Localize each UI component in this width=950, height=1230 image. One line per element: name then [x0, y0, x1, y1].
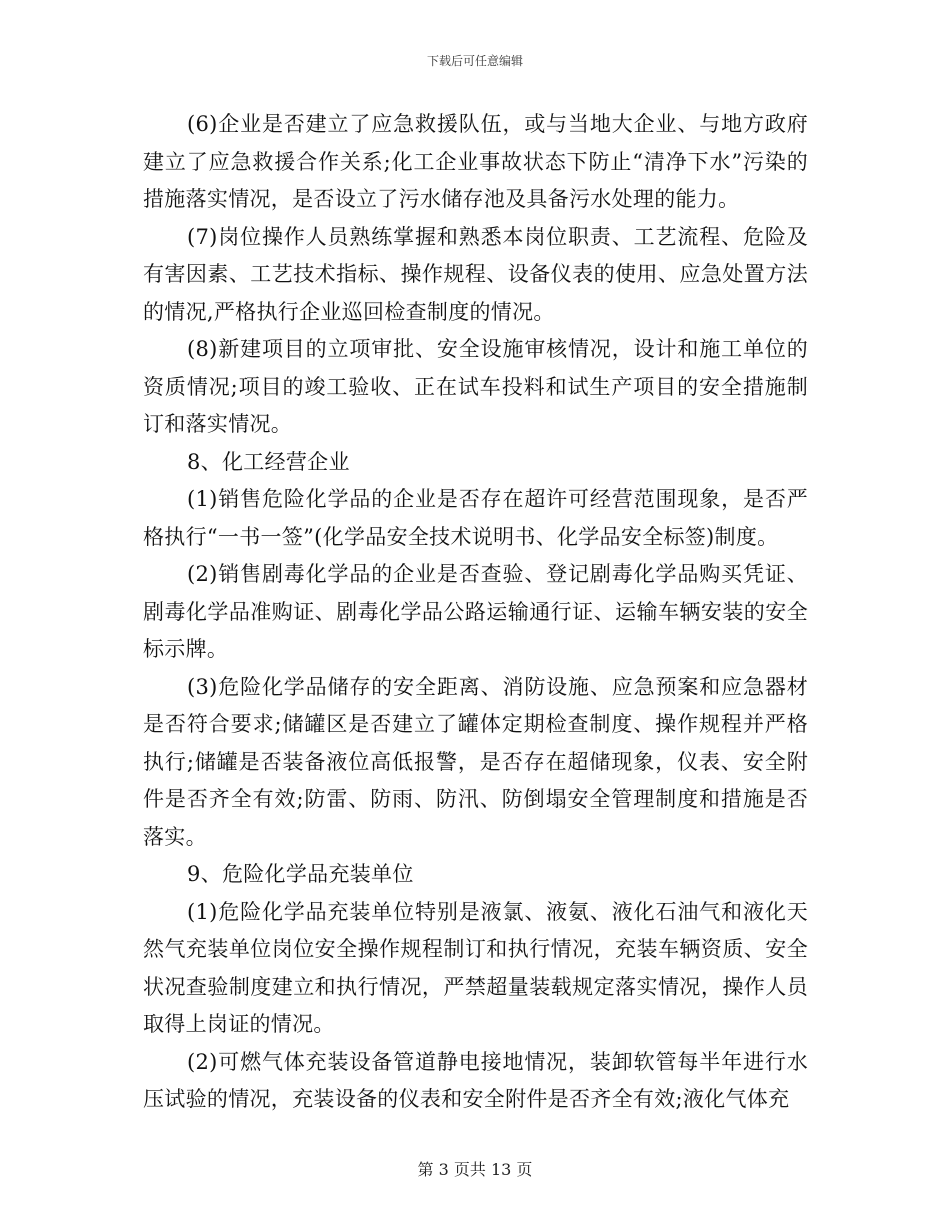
paragraph-8-3: (3)危险化学品储存的安全距离、消防设施、应急预案和应急器材是否符合要求;储罐区是否建立了罐体定期检查制度、操作规程并严格执行;储罐是否装备液位高低报警，是否存在超储现象，仪表、安全附件是否齐全有效;防雷、防雨、防汛、防倒塌安全管理制度和措施是否落实。	[143, 674, 808, 849]
section-heading-9: 9、危险化学品充装单位	[187, 862, 414, 886]
section-heading-8: 8、化工经营企业	[187, 449, 350, 474]
paragraph-9-2: (2)可燃气体充装设备管道静电接地情况，装卸软管每半年进行水压试验的情况，充装设备的仪表和安全附件是否齐全有效;液化气体充	[143, 1049, 808, 1111]
paragraph-8: (8)新建项目的立项审批、安全设施审核情况，设计和施工单位的资质情况;项目的竣工验收、正在试车投料和试生产项目的安全措施制订和落实情况。	[143, 337, 808, 436]
document-body	[143, 106, 808, 1119]
page-header: 下载后可任意编辑	[426, 54, 523, 68]
paragraph-6: (6)企业是否建立了应急救援队伍，或与当地大企业、与地方政府建立了应急救援合作关系;化工企业事故状态下防止“清净下水”污染的措施落实情况，是否设立了污水储存池及具备污水处理的能力。	[143, 112, 808, 211]
paragraph-9-1: (1)危险化学品充装单位特别是液氯、液氨、液化石油气和液化天然气充装单位岗位安全操作规程制订和执行情况，充装车辆资质、安全状况查验制度建立和执行情况，严禁超量装载规定落实情况，操作人员取得上岗证的情况。	[143, 899, 808, 1036]
page-footer: 第 3 页共 13 页	[417, 1160, 533, 1179]
paragraph-8-1: (1)销售危险化学品的企业是否存在超许可经营范围现象，是否严格执行“一书一签”(化学品安全技术说明书、化学品安全标签)制度。	[143, 487, 808, 549]
paragraph-7: (7)岗位操作人员熟练掌握和熟悉本岗位职责、工艺流程、危险及有害因素、工艺技术指标、操作规程、设备仪表的使用、应急处置方法的情况,严格执行企业巡回检查制度的情况。	[143, 224, 808, 324]
paragraph-8-2: (2)销售剧毒化学品的企业是否查验、登记剧毒化学品购买凭证、剧毒化学品准购证、剧毒化学品公路运输通行证、运输车辆安装的安全标示牌。	[143, 562, 808, 661]
